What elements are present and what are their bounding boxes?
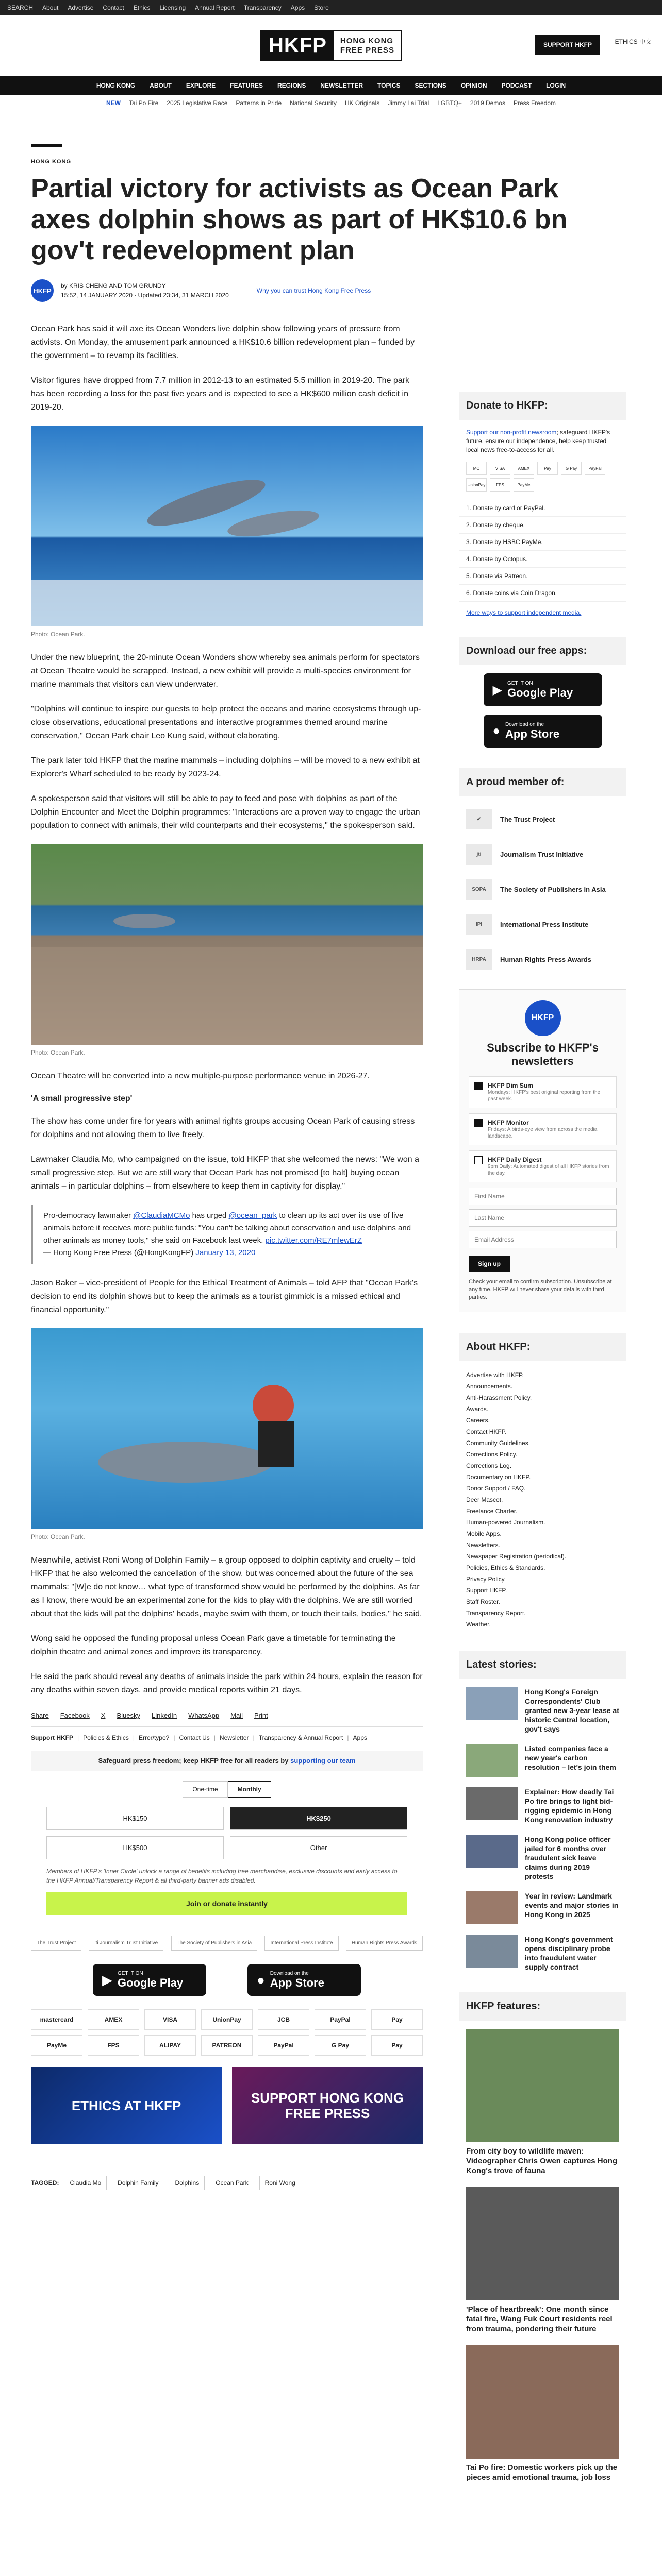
share-x[interactable]: X (101, 1711, 106, 1719)
payment-logo[interactable]: mastercard (31, 2009, 82, 2030)
one-time-toggle[interactable]: One-time (183, 1781, 227, 1798)
amount-grid (46, 1807, 407, 1859)
member-name: The Society of Publishers in Asia (500, 885, 606, 893)
about-link[interactable]: Transparency Report. (466, 1609, 526, 1617)
member-org[interactable] (459, 945, 626, 974)
share-print[interactable]: Print (254, 1711, 268, 1719)
separator: | (133, 1734, 135, 1741)
tag[interactable]: Ocean Park (210, 2176, 254, 2190)
topbar-store[interactable]: Store (314, 4, 329, 11)
jti-logo[interactable]: jti Journalism Trust Initiative (89, 1936, 163, 1951)
apps-heading: Download our free apps: (459, 637, 626, 665)
separator: | (173, 1734, 175, 1741)
features-heading: HKFP features: (459, 1992, 626, 2021)
donate-option[interactable]: 5. Donate via Patreon. (459, 568, 626, 585)
encounter-illustration (31, 1328, 423, 1529)
author-avatar: HKFP (31, 279, 54, 302)
logo-wordmark (334, 37, 401, 55)
payment-logo[interactable]: VISA (144, 2009, 196, 2030)
donate-option[interactable]: 4. Donate by Octopus. (459, 551, 626, 568)
frequency-toggle (31, 1781, 423, 1798)
topbar-transparency[interactable]: Transparency (243, 4, 282, 11)
app-store-badge[interactable] (247, 1964, 361, 1996)
nav-about[interactable]: ABOUT (150, 82, 172, 89)
dolphin-illustration (31, 426, 423, 626)
trending-link[interactable]: Tai Po Fire (128, 99, 159, 107)
tweet-pic-link[interactable]: pic.twitter.com/RE7mlewErZ (265, 1236, 362, 1245)
topbar-apps[interactable]: Apps (290, 4, 305, 11)
payment-logo[interactable]: PayMe (31, 2035, 82, 2056)
amount-option-other[interactable]: Other (230, 1836, 407, 1859)
about-link[interactable]: Weather. (466, 1621, 491, 1628)
story-thumbnail (466, 1891, 518, 1924)
tag[interactable]: Roni Wong (259, 2176, 301, 2190)
sidebar-payment-cards (459, 462, 626, 492)
story-thumbnail (466, 1687, 518, 1720)
new-badge: NEW (106, 99, 121, 107)
card-logo: PayMe (514, 478, 534, 492)
about-heading: About HKFP: (459, 1333, 626, 1361)
paragraph: Meanwhile, activist Roni Wong of Dolphin Family – a group opposed to dolphin captivity and cruelty – told HKFP that he also welcomed the cancellation of the show, but was concerned about the future of the sea mammals: "[W]e do not know… what type of transformed show would be performed by the dolphins. As far as I know, there would be an experimental zone for the kids to play with the dolphins. We are still worried about that the kids will pat the dolphins' heads, maybe swim with them, or touch their tails, bodies," he said. (31, 1556, 422, 1618)
jti-icon: jti (466, 844, 492, 865)
dolphin-encounter-photo (31, 1328, 423, 1529)
topbar-about[interactable]: About (42, 4, 59, 11)
feature-title: 'Place of heartbreak': One month since fatal fire, Wang Fuk Court residents reel from trauma, pondering their future (466, 2305, 613, 2333)
footer-link[interactable]: Apps (353, 1734, 367, 1741)
latest-story[interactable] (459, 1687, 626, 1734)
hrpa-logo[interactable]: Human Rights Press Awards (346, 1936, 423, 1951)
separator: | (77, 1734, 79, 1741)
payment-logo[interactable]: Pay (371, 2035, 423, 2056)
topbar-licensing[interactable]: Licensing (159, 4, 186, 11)
nav-regions[interactable]: REGIONS (277, 82, 306, 89)
more-ways-link[interactable]: More ways to support independent media. (466, 609, 582, 616)
first-name-field[interactable] (469, 1188, 617, 1205)
tag[interactable]: Dolphins (170, 2176, 205, 2190)
photo-caption: Photo: Ocean Park. (31, 1533, 85, 1540)
photo-caption: Photo: Ocean Park. (31, 631, 85, 638)
about-link[interactable]: Mobile Apps. (466, 1530, 502, 1537)
feature-title: From city boy to wildlife maven: Videographer Chris Owen captures Hong Kong's trove of fauna (466, 2147, 618, 2175)
topbar-ethics[interactable]: Ethics (133, 4, 151, 11)
about-link[interactable]: Privacy Policy. (466, 1575, 506, 1583)
donate-blurb (459, 428, 626, 454)
article-tags (31, 2165, 423, 2190)
donate-option[interactable]: 2. Donate by cheque. (459, 517, 626, 534)
about-link[interactable]: Policies, Ethics & Standards. (466, 1564, 545, 1571)
about-link[interactable]: Donor Support / FAQ. (466, 1485, 526, 1492)
about-link[interactable]: Anti-Harassment Policy. (466, 1394, 532, 1401)
hkfp-logo[interactable] (260, 30, 402, 61)
share-mail[interactable]: Mail (230, 1711, 243, 1719)
ocean-theatre-photo (31, 844, 423, 1045)
email-field[interactable] (469, 1231, 617, 1248)
donate-strip (31, 1751, 423, 1771)
feature-image (466, 2345, 619, 2459)
story-thumbnail (466, 1935, 518, 1968)
logo-mark: HKFP (261, 31, 334, 60)
main-nav (0, 76, 662, 95)
footer-link[interactable]: Error/typo? (138, 1734, 170, 1741)
sidebar-google-play[interactable] (484, 673, 602, 706)
subheading: 'A small progressive step' (31, 1094, 133, 1103)
about-link[interactable]: Newsletters. (466, 1541, 501, 1549)
subscribe-note: Check your email to confirm subscription. Unsubscribe at any time. HKFP will never share your details with third parties. (469, 1279, 612, 1300)
donate-blurb-link[interactable]: Support our non-profit newsroom (466, 429, 557, 436)
store-name: Google Play (118, 1976, 184, 1989)
card-logo: FPS (490, 478, 510, 492)
latest-story[interactable] (459, 1787, 626, 1824)
sopa-logo[interactable]: The Society of Publishers in Asia (171, 1936, 258, 1951)
about-link[interactable]: Freelance Charter. (466, 1507, 518, 1515)
store-name: Google Play (507, 686, 573, 699)
about-list (459, 1369, 626, 1630)
feature-title: Tai Po fire: Domestic workers pick up the pieces amid emotional trauma, job loss (466, 2463, 618, 2482)
paragraph: "Dolphins will continue to inspire our guests to help protect the oceans and marine ecosystems through up-close observations, educational presentations and interactive programmes themed around marine conservation," Ocean Park chair Leo Kung said, without elaborating. (31, 705, 421, 740)
about-link[interactable]: Human-powered Journalism. (466, 1519, 545, 1526)
donate-option[interactable]: 6. Donate coins via Coin Dragon. (459, 585, 626, 602)
about-link[interactable]: Corrections Policy. (466, 1451, 518, 1458)
payment-logo[interactable]: PayPal (258, 2035, 309, 2056)
footer-link[interactable]: Contact Us (179, 1734, 210, 1741)
store-line: Download on the (270, 1970, 309, 1976)
footer-link[interactable]: Transparency & Annual Report (258, 1734, 343, 1741)
trending-link[interactable]: Patterns in Pride (236, 99, 282, 107)
play-icon: ▶ (102, 1972, 112, 1988)
payment-logo[interactable]: UnionPay (201, 2009, 253, 2030)
member-name: Human Rights Press Awards (500, 955, 591, 963)
newsletter-desc: 9pm Daily: Automated digest of all HKFP stories from the day. (488, 1164, 609, 1176)
members-note: Members of HKFP's 'Inner Circle' unlock a range of benefits including free merchandise, exclusive discounts and early access to the HKFP Annual/Transparency Report & all third-party banner ads disabled. (46, 1868, 398, 1884)
donate-option[interactable]: 1. Donate by card or PayPal. (459, 500, 626, 517)
join-donate-button[interactable]: Join or donate instantly (46, 1892, 407, 1915)
apple-icon: ● (257, 1972, 265, 1988)
crowd-illustration (31, 844, 423, 1045)
about-link[interactable]: Newspaper Registration (periodical). (466, 1553, 567, 1560)
sign-up-button[interactable]: Sign up (469, 1256, 510, 1272)
share-linkedin[interactable]: LinkedIn (152, 1711, 177, 1719)
feature-image (466, 2187, 619, 2300)
latest-story[interactable] (459, 1935, 626, 1972)
card-logo: VISA (490, 462, 510, 475)
trending-link[interactable]: Jimmy Lai Trial (388, 99, 429, 107)
latest-story[interactable] (459, 1744, 626, 1777)
share-bluesky[interactable]: Bluesky (117, 1711, 140, 1719)
trust-project-logo[interactable]: The Trust Project (31, 1936, 81, 1951)
article-title: Partial victory for activists as Ocean Park axes dolphin shows as part of HK$10.6 bn gov't redevelopment plan (31, 174, 568, 265)
author-names[interactable]: by KRIS CHENG AND TOM GRUNDY (61, 282, 166, 290)
story-thumbnail (466, 1744, 518, 1777)
byline (31, 279, 619, 302)
newsletter-option[interactable] (469, 1150, 617, 1182)
ethics-promo[interactable]: ETHICS AT HKFP (31, 2067, 222, 2144)
separator: | (213, 1734, 216, 1741)
share-facebook[interactable]: Facebook (60, 1711, 90, 1719)
newsletter-option[interactable] (469, 1076, 617, 1108)
checkbox-checked[interactable] (474, 1082, 483, 1090)
paragraph: Lawmaker Claudia Mo, who campaigned on the issue, told HKFP that she welcomed the news: "We won a small progressive step. But we are still wary that Ocean Park has not promised [to halt] buying ocean animals – in particular dolphins – from elsewhere to keep them in captivity for display." (31, 1155, 420, 1191)
apple-icon: ● (492, 724, 500, 738)
newsletter-signup (459, 989, 626, 1312)
trending-link[interactable]: 2019 Demos (470, 99, 505, 107)
tweet-text: Pro-democracy lawmaker (43, 1211, 134, 1220)
member-org[interactable] (459, 875, 626, 904)
store-name: App Store (270, 1976, 324, 1989)
nav-topics[interactable]: TOPICS (377, 82, 401, 89)
tags-label: TAGGED: (31, 2179, 59, 2187)
about-link[interactable]: Staff Roster. (466, 1598, 500, 1605)
about-link[interactable]: Support HKFP. (466, 1587, 507, 1594)
sopa-icon: SOPA (466, 879, 492, 900)
language-switch[interactable]: ETHICS 中文 (615, 38, 652, 45)
about-link[interactable]: Corrections Log. (466, 1462, 512, 1469)
play-icon: ▶ (492, 683, 502, 697)
member-org[interactable] (459, 840, 626, 869)
subscribe-heading: Subscribe to HKFP's newsletters (487, 1041, 599, 1067)
feature-story[interactable] (459, 2345, 626, 2482)
masthead (0, 15, 662, 76)
section-rule (31, 144, 62, 147)
tweet-text: to clean up its act over its use of live animals before it receives more public funds: "You can't be talking about conservation and use dolphins and other animals as money tools," she said on Facebook last week. (43, 1211, 411, 1245)
member-name: Journalism Trust Initiative (500, 850, 584, 858)
sidebar (459, 392, 626, 2494)
paragraph: The park later told HKFP that the marine mammals – including dolphins – will be moved to a new exhibit at Explorer's Wharf scheduled to be ready by 2023-24. (31, 756, 420, 778)
store-line: GET IT ON (507, 680, 533, 686)
donate-blurb-text: ; safeguard HKFP's future, ensure our independence, help keep trusted local news free-to-access for all. (466, 429, 610, 453)
checkbox-checked[interactable] (474, 1119, 483, 1127)
promo-banners (31, 2067, 423, 2144)
payment-logo[interactable]: FPS (88, 2035, 139, 2056)
feature-image (466, 2029, 619, 2142)
monthly-toggle[interactable]: Monthly (228, 1781, 271, 1798)
about-link[interactable]: Careers. (466, 1417, 490, 1424)
byline-meta (61, 281, 229, 300)
about-link[interactable]: Awards. (466, 1405, 489, 1413)
payment-methods (31, 2009, 423, 2056)
story-title: Hong Kong's Foreign Correspondents' Club granted new 3-year lease at historic Central location, gov't says (525, 1688, 619, 1733)
feature-story[interactable] (459, 2029, 626, 2176)
hkfp-badge: HKFP (525, 1000, 561, 1036)
payment-logo[interactable]: ALIPAY (144, 2035, 196, 2056)
trending-link[interactable]: National Security (290, 99, 337, 107)
paragraph: Jason Baker – vice-president of People for the Ethical Treatment of Animals – told AFP that "Ocean Park's decision to end its dolphin shows but to keep the animals as a tourist gimmick is a missed ethical and financial opportunity." (31, 1279, 418, 1314)
donate-strip-text: Safeguard press freedom; keep HKFP free for all readers by (98, 1757, 291, 1765)
topbar-advertise[interactable]: Advertise (68, 4, 94, 11)
donate-strip-link[interactable]: supporting our team (290, 1757, 356, 1765)
card-logo: UnionPay (466, 478, 487, 492)
nav-opinion[interactable]: OPINION (460, 82, 487, 89)
trending-nav (0, 95, 662, 111)
payment-logo[interactable]: JCB (258, 2009, 309, 2030)
trending-link[interactable]: HK Originals (344, 99, 380, 107)
tweet-mention-ocean-park[interactable]: @ocean_park (228, 1211, 277, 1220)
member-org[interactable] (459, 805, 626, 834)
latest-story[interactable] (459, 1891, 626, 1924)
member-org[interactable] (459, 910, 626, 939)
amount-option-selected[interactable]: HK$250 (230, 1807, 407, 1830)
nav-sections[interactable]: SECTIONS (415, 82, 446, 89)
story-title: Year in review: Landmark events and major stories in Hong Kong in 2025 (525, 1892, 619, 1919)
trending-link[interactable]: Press Freedom (513, 99, 556, 107)
tweet-source: — Hong Kong Free Press (@HongKongFP) (43, 1248, 196, 1257)
tag[interactable]: Dolphin Family (112, 2176, 164, 2190)
store-line: GET IT ON (118, 1970, 143, 1976)
support-hkfp-button[interactable]: SUPPORT HKFP (535, 35, 600, 55)
footer-link[interactable]: Policies & Ethics (83, 1734, 129, 1741)
about-link[interactable]: Advertise with HKFP. (466, 1371, 524, 1379)
sidebar-app-store[interactable] (484, 715, 602, 748)
check-icon: ✔ (466, 809, 492, 829)
embedded-tweet (31, 1205, 423, 1264)
app-store-row (31, 1964, 423, 1996)
last-name-field[interactable] (469, 1209, 617, 1227)
about-link[interactable]: Documentary on HKFP. (466, 1473, 531, 1481)
share-bar (31, 1711, 423, 1727)
ipi-icon: IPI (466, 914, 492, 935)
tweet-mention-claudia[interactable]: @ClaudiaMCMo (133, 1211, 190, 1220)
payment-logo[interactable]: G Pay (315, 2035, 366, 2056)
publish-date: 15:52, 14 JANUARY 2020 · Updated 23:34, 31 MARCH 2020 (61, 292, 229, 299)
hrpa-icon: HRPA (466, 949, 492, 970)
separator: | (253, 1734, 255, 1741)
member-name: International Press Institute (500, 920, 589, 928)
dolphin-show-photo (31, 426, 423, 626)
google-play-badge[interactable] (93, 1964, 206, 1996)
store-line: Download on the (505, 721, 544, 727)
paragraph: The show has come under fire for years with animal rights groups accusing Ocean Park of causing stress for dolphins and not allowing them to live freely. (31, 1117, 415, 1139)
logo-line2: FREE PRESS (340, 45, 394, 55)
trending-link[interactable]: 2025 Legislative Race (167, 99, 228, 107)
newsletter-name: HKFP Monitor (488, 1119, 529, 1126)
photo-caption: Photo: Ocean Park. (31, 1049, 85, 1056)
story-title: Listed companies face a new year's carbon resolution – let's join them (525, 1744, 616, 1771)
member-name: The Trust Project (500, 815, 555, 823)
topbar-contact[interactable]: Contact (103, 4, 124, 11)
payment-logo[interactable]: Pay (371, 2009, 423, 2030)
newsletter-desc: Mondays: HKFP's best original reporting from the past week. (488, 1090, 601, 1102)
top-utility-bar (0, 0, 662, 15)
payment-logo[interactable]: PayPal (315, 2009, 366, 2030)
paragraph: Wong said he opposed the funding proposal unless Ocean Park gave a timetable for terminating the dolphin theatre and animal zones and improve its transparency. (31, 1634, 396, 1656)
donate-heading: Donate to HKFP: (459, 392, 626, 420)
topbar-search[interactable]: SEARCH (7, 4, 34, 11)
latest-story[interactable] (459, 1835, 626, 1881)
story-title: Explainer: How deadly Tai Po fire brings to light bid-rigging epidemic in Hong Kong renovation industry (525, 1788, 614, 1824)
story-thumbnail (466, 1835, 518, 1868)
card-logo: MC (466, 462, 487, 475)
story-title: Hong Kong police officer jailed for 6 months over fraudulent sick leave claims during 2019 protests (525, 1835, 611, 1880)
support-promo[interactable]: SUPPORT HONG KONG FREE PRESS (232, 2067, 423, 2144)
tweet-date-link[interactable]: January 13, 2020 (195, 1248, 256, 1257)
paragraph: Ocean Theatre will be converted into a new multiple-purpose performance venue in 2026-27. (31, 1072, 370, 1080)
paragraph: A spokesperson said that visitors will still be able to pay to feed and pose with dolphins as part of the Dolphin Encounter and Meet the Dolphin programmes: "Interactions are a proven way to engage the urban population to connect with animals, their wild counterparts and their ecosystems," the spokesperson said. (31, 794, 420, 830)
paragraph: He said the park should reveal any deaths of animals inside the park within 24 hours, explain the reason for any deaths within seven days, and provide medical reports within 21 days. (31, 1672, 423, 1694)
newsletter-desc: Fridays: A birds-eye view from across the media landscape. (488, 1127, 598, 1139)
newsletter-name: HKFP Daily Digest (488, 1156, 542, 1163)
footer-links (31, 1734, 423, 1741)
paragraph: Visitor figures have dropped from 7.7 million in 2012-13 to an estimated 5.5 million in 2019-20. The park has been recording a loss for the past five years and is expected to see a HK$600 million cash deficit in 2019-20. (31, 376, 410, 412)
tag[interactable]: Claudia Mo (64, 2176, 107, 2190)
nav-newsletter[interactable]: NEWSLETTER (320, 82, 363, 89)
nav-login[interactable]: LOGIN (546, 82, 566, 89)
nav-podcast[interactable]: PODCAST (501, 82, 532, 89)
amount-option[interactable]: HK$150 (46, 1807, 224, 1830)
share-whatsapp[interactable]: WhatsApp (188, 1711, 220, 1719)
topbar-annual-report[interactable]: Annual Report (195, 4, 235, 11)
paragraph: Ocean Park has said it will axe its Ocean Wonders live dolphin show following years of pressure from activists. On Monday, the amusement park announced a HK$10.6 billion redevelopment plan – funded by the government – to revamp its facilities. (31, 325, 415, 360)
card-logo: PayPal (585, 462, 605, 475)
story-title: Hong Kong's government opens disciplinary probe into fraudulent water supply contract (525, 1935, 613, 1971)
share-label: Share (31, 1711, 49, 1719)
footer-link[interactable]: Support HKFP (31, 1734, 73, 1741)
trust-link[interactable]: Why you can trust Hong Kong Free Press (256, 287, 371, 294)
tweet-text: has urged (190, 1211, 229, 1220)
payment-logo[interactable]: AMEX (88, 2009, 139, 2030)
amount-option[interactable]: HK$500 (46, 1836, 224, 1859)
nav-explore[interactable]: EXPLORE (186, 82, 216, 89)
story-thumbnail (466, 1787, 518, 1820)
nav-hong-kong[interactable]: HONG KONG (96, 82, 136, 89)
store-name: App Store (505, 727, 560, 740)
logo-line1: HONG KONG (340, 36, 394, 45)
ipi-logo[interactable]: International Press Institute (264, 1936, 338, 1951)
article-kicker[interactable]: HONG KONG (31, 159, 72, 165)
card-logo: Pay (537, 462, 558, 475)
paragraph: Under the new blueprint, the 20-minute Ocean Wonders show whereby sea animals perform for spectators at Ocean Theatre would be scrapped. Instead, a new exhibit will provide a multi-species environment for marine mammals that visitors can view underwater. (31, 653, 420, 689)
about-link[interactable]: Community Guidelines. (466, 1439, 531, 1447)
about-link[interactable]: Announcements. (466, 1383, 513, 1390)
nav-features[interactable]: FEATURES (230, 82, 263, 89)
newsletter-option[interactable] (469, 1113, 617, 1145)
card-logo: G Pay (561, 462, 582, 475)
about-link[interactable]: Deer Mascot. (466, 1496, 503, 1503)
footer-link[interactable]: Newsletter (219, 1734, 249, 1741)
membership-logos (31, 1936, 423, 1951)
feature-story[interactable] (459, 2187, 626, 2334)
checkbox[interactable] (474, 1156, 483, 1164)
trending-link[interactable]: LGBTQ+ (437, 99, 462, 107)
payment-logo[interactable]: PATREON (201, 2035, 253, 2056)
separator: | (347, 1734, 349, 1741)
about-link[interactable]: Contact HKFP. (466, 1428, 507, 1435)
newsletter-name: HKFP Dim Sum (488, 1082, 533, 1089)
latest-heading: Latest stories: (459, 1651, 626, 1679)
member-heading: A proud member of: (459, 768, 626, 796)
card-logo: AMEX (514, 462, 534, 475)
donate-option[interactable]: 3. Donate by HSBC PayMe. (459, 534, 626, 551)
